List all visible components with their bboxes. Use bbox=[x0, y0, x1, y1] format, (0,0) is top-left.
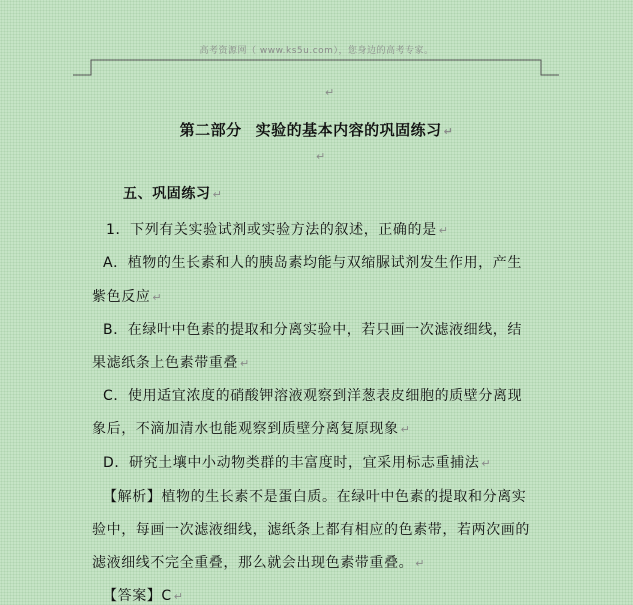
header-rule bbox=[73, 58, 559, 76]
option-b-line1: B．在绿叶中色素的提取和分离实验中，若只画一次滤液细线，结 bbox=[103, 322, 523, 338]
option-a-line1: A．植物的生长素和人的胰岛素均能与双缩脲试剂发生作用，产生 bbox=[103, 255, 522, 271]
analysis-line2: 验中，每画一次滤液细线，滤纸条上都有相应的色素带，若两次画的 bbox=[92, 522, 530, 538]
section-heading: 五、巩固练习 ↵ bbox=[123, 186, 223, 202]
answer-value: C bbox=[161, 588, 172, 604]
paragraph-mark: ↵ bbox=[316, 150, 326, 163]
answer-line: 【答案】C ↵ bbox=[103, 588, 184, 604]
analysis-line3: 滤液细线不完全重叠，那么就会出现色素带重叠。 ↵ bbox=[92, 555, 426, 571]
option-d: D．研究土壤中小动物类群的丰富度时，宜采用标志重捕法 ↵ bbox=[103, 455, 492, 471]
option-a-line2: 紫色反应 ↵ bbox=[92, 289, 163, 305]
paragraph-mark: ↵ bbox=[325, 86, 335, 99]
option-c-line1: C．使用适宜浓度的硝酸钾溶液观察到洋葱表皮细胞的质壁分离现 bbox=[103, 388, 523, 404]
analysis-line1: 【解析】植物的生长素不是蛋白质。在绿叶中色素的提取和分离实 bbox=[103, 489, 527, 505]
analysis-label: 【解析】 bbox=[103, 489, 162, 505]
page-header-text: 高考资源网（ www.ks5u.com），您身边的高考专家。 bbox=[199, 46, 434, 56]
answer-label: 【答案】 bbox=[103, 588, 162, 604]
title-part: 第二部分 bbox=[179, 121, 242, 139]
document-title bbox=[0, 119, 633, 140]
option-b-line2: 果滤纸条上色素带重叠 ↵ bbox=[92, 355, 250, 371]
question-stem: 1．下列有关实验试剂或实验方法的叙述，正确的是 ↵ bbox=[106, 222, 449, 238]
title-main: 实验的基本内容的巩固练习 bbox=[255, 121, 442, 139]
paragraph-mark: ↵ bbox=[443, 125, 454, 138]
option-c-line2: 象后，不滴加清水也能观察到质壁分离复原现象 ↵ bbox=[92, 421, 411, 437]
